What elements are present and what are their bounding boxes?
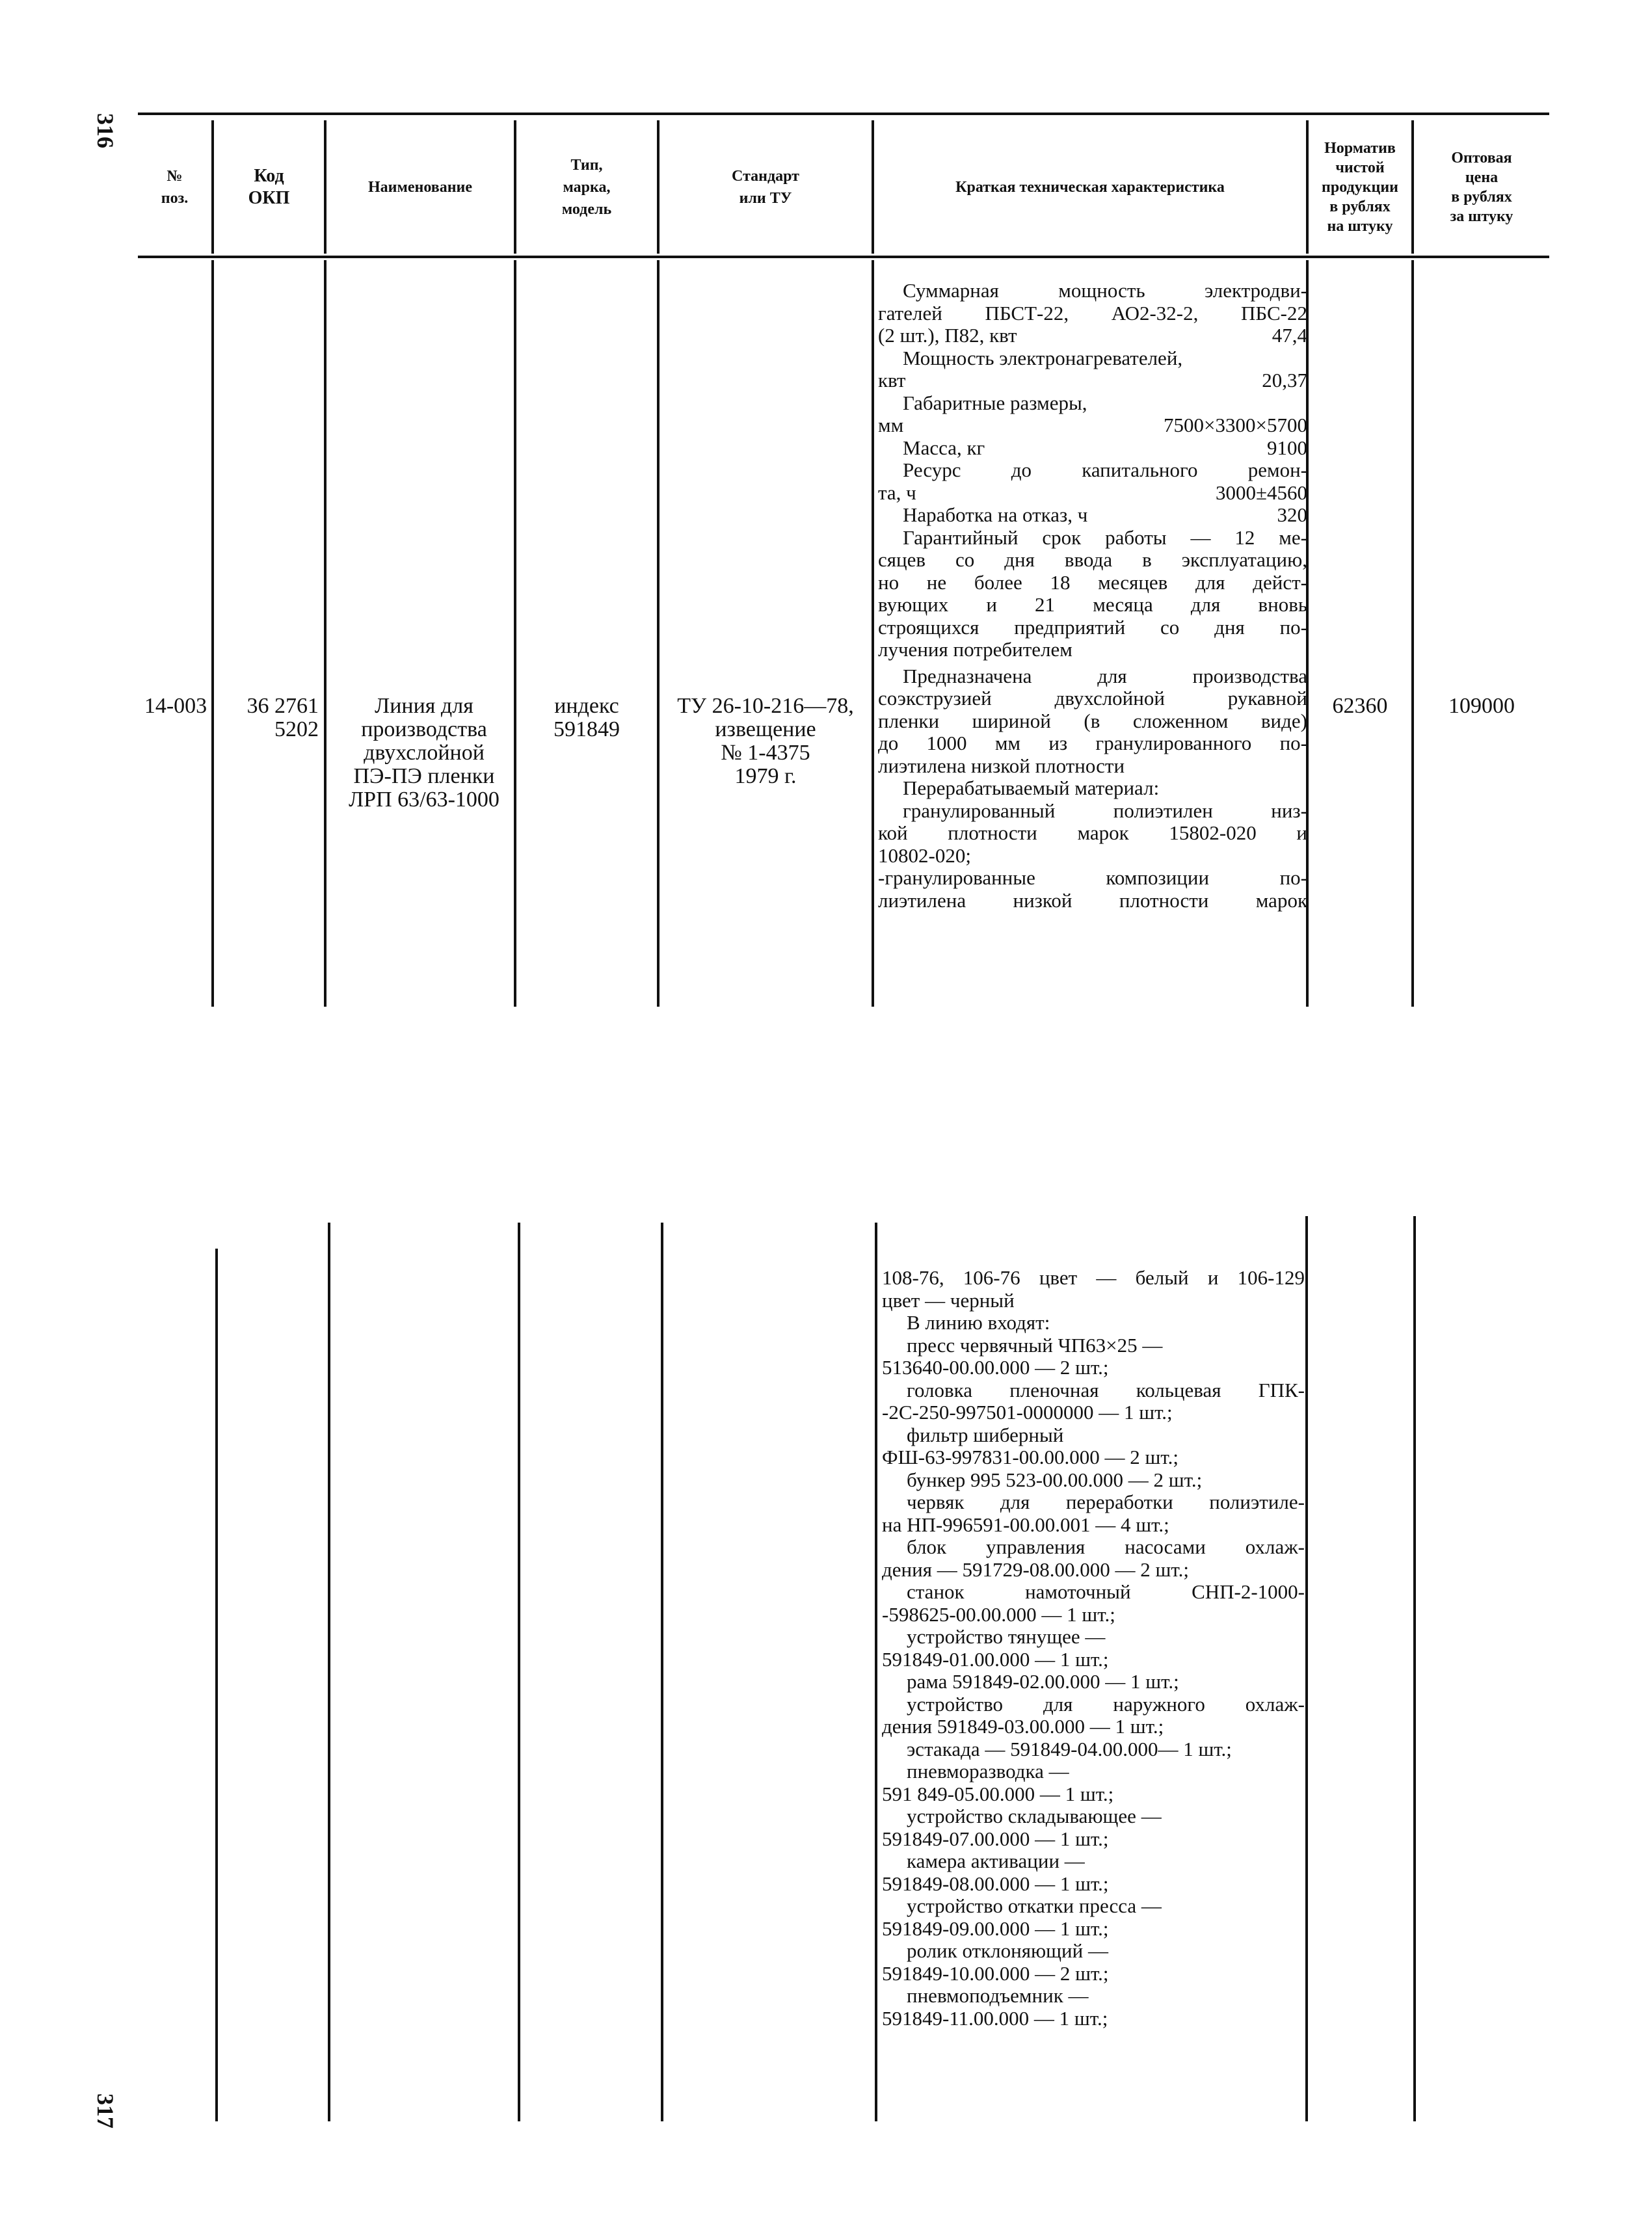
- tech-line: 591849-11.00.000 — 1 шт.;: [882, 2007, 1108, 2030]
- tech-label: Масса, кг: [903, 436, 985, 459]
- body-divider: [875, 1223, 877, 2121]
- tech-line: пневмоподъемник —: [907, 1985, 1089, 2007]
- tech-value: 7500×3300×5700: [1164, 414, 1307, 436]
- tech-line: лучения потребителем: [878, 639, 1072, 661]
- tech-value: 20,37: [1262, 369, 1307, 391]
- tech-line: 591849-08.00.000 — 1 шт.;: [882, 1872, 1109, 1895]
- tech-line: станок намоточный СНП-2-1000-: [907, 1581, 1305, 1603]
- row-standard-3: № 1-4375: [721, 741, 810, 765]
- row-norm: 62360: [1332, 694, 1388, 718]
- tech-spec-top: [878, 280, 1307, 912]
- tech-spec-bottom: [882, 1267, 1305, 2030]
- tech-line: устройство складывающее —: [907, 1805, 1162, 1827]
- tech-value: 320: [1277, 504, 1307, 526]
- tech-line: рама 591849-02.00.000 — 1 шт.;: [907, 1671, 1179, 1693]
- body-divider: [872, 260, 874, 1007]
- tech-line: эстакада — 591849-04.00.000— 1 шт.;: [907, 1738, 1232, 1760]
- tech-line: [878, 369, 1307, 392]
- tech-line: устройство откатки пресса —: [907, 1895, 1162, 1917]
- tech-line: пневморазводка —: [907, 1760, 1069, 1783]
- tech-line: [878, 437, 1307, 460]
- tech-line: [878, 504, 1307, 527]
- tech-line: Габаритные размеры,: [903, 391, 1087, 414]
- page-number-bottom: 317: [92, 2093, 118, 2129]
- tech-line: дения — 591729-08.00.000 — 2 шт.;: [882, 1558, 1189, 1581]
- tech-value: 3000±4560: [1215, 481, 1307, 504]
- tech-label: (2 шт.), П82, квт: [878, 325, 1017, 347]
- header-name: Наименование: [368, 178, 472, 196]
- tech-line: Перерабатываемый материал:: [903, 777, 1160, 799]
- body-divider: [1413, 1216, 1416, 2121]
- table-top-border: [138, 113, 1549, 115]
- tech-line: лиэтилена низкой плотности марок: [878, 889, 1307, 912]
- body-divider: [1305, 1216, 1308, 2121]
- tech-line: [878, 414, 1307, 437]
- tech-line: бункер 995 523-00.00.000 — 2 шт.;: [907, 1468, 1203, 1491]
- header-position: № поз.: [161, 167, 189, 207]
- body-divider: [211, 260, 214, 1007]
- row-okp-code-1: 36 2761: [246, 694, 319, 718]
- tech-line: 513640-00.00.000 — 2 шт.;: [882, 1357, 1109, 1379]
- tech-line: до 1000 мм из гранулированного по-: [878, 732, 1307, 754]
- tech-line: пленки шириной (в сложенном виде): [878, 710, 1307, 732]
- tech-line: лиэтилена низкой плотности: [878, 754, 1125, 777]
- tech-line: -598625-00.00.000 — 1 шт.;: [882, 1603, 1115, 1626]
- header-standard: Стандарт или ТУ: [732, 167, 799, 207]
- tech-line: пресс червячный ЧП63×25 —: [907, 1334, 1163, 1357]
- tech-line: на НП-996591-00.00.001 — 4 шт.;: [882, 1513, 1169, 1536]
- tech-line: головка пленочная кольцевая ГПК-: [907, 1379, 1305, 1401]
- row-okp-code-2: 5202: [274, 717, 319, 741]
- tech-line: цвет — черный: [882, 1289, 1015, 1312]
- tech-line: камера активации —: [907, 1850, 1085, 1872]
- header-bottom-border: [138, 256, 1549, 258]
- row-standard-4: 1979 г.: [734, 764, 797, 788]
- tech-line: Предназначена для производства: [903, 665, 1307, 687]
- tech-line: строящихся предприятий со дня по-: [878, 616, 1307, 639]
- tech-line: 591849-09.00.000 — 1 шт.;: [882, 1917, 1109, 1940]
- body-divider: [661, 1223, 663, 2121]
- body-divider: [324, 260, 326, 1007]
- tech-line: -гранулированные композиции по-: [878, 867, 1307, 889]
- tech-line: 108-76, 106-76 цвет — белый и 106-129: [882, 1267, 1305, 1289]
- header-okp-code: Код ОКП: [248, 165, 290, 208]
- tech-line: но не более 18 месяцев для дейст-: [878, 571, 1307, 594]
- row-type: индекс 591849: [553, 694, 620, 741]
- body-divider: [518, 1223, 520, 2121]
- tech-value: 47,4: [1272, 325, 1307, 347]
- row-standard-1: ТУ 26-10-216—78,: [677, 694, 854, 718]
- tech-label: Наработка на отказ, ч: [903, 504, 1088, 526]
- tech-label: квт: [878, 369, 906, 391]
- tech-line: 591849-01.00.000 — 1 шт.;: [882, 1648, 1109, 1671]
- body-divider: [1411, 260, 1414, 1007]
- tech-line: дения 591849-03.00.000 — 1 шт.;: [882, 1716, 1164, 1738]
- tech-line: гранулированный полиэтилен низ-: [903, 799, 1307, 822]
- tech-line: гателей ПБСТ-22, АО2-32-2, ПБС-22: [878, 302, 1307, 325]
- tech-line: сяцев со дня ввода в эксплуатацию,: [878, 549, 1307, 571]
- body-divider: [328, 1223, 330, 2121]
- tech-label: та, ч: [878, 481, 916, 504]
- tech-line: [878, 325, 1307, 347]
- tech-line: 591849-07.00.000 — 1 шт.;: [882, 1827, 1109, 1850]
- tech-line: кой плотности марок 15802-020 и: [878, 822, 1307, 844]
- tech-line: Гарантийный срок работы — 12 ме-: [903, 526, 1307, 549]
- tech-line: [878, 482, 1307, 505]
- header-tech-spec: Краткая техническая характеристика: [955, 178, 1225, 196]
- tech-line: В линию входят:: [907, 1312, 1050, 1334]
- row-position: 14-003: [144, 694, 207, 718]
- tech-label: мм: [878, 414, 904, 436]
- tech-line: Мощность электронагревателей,: [903, 347, 1183, 369]
- body-divider: [657, 260, 659, 1007]
- tech-line: Суммарная мощность электродви-: [903, 280, 1307, 302]
- header-type: Тип, марка, модель: [561, 156, 612, 218]
- tech-line: 591 849-05.00.000 — 1 шт.;: [882, 1783, 1114, 1805]
- tech-value: 9100: [1267, 436, 1307, 459]
- tech-line: блок управления насосами охлаж-: [907, 1536, 1305, 1558]
- tech-line: вующих и 21 месяца для вновь: [878, 594, 1307, 616]
- tech-line: соэкструзией двухслойной рукавной: [878, 687, 1307, 710]
- row-name: Линия для производства двухслойной ПЭ-ПЭ пленки ЛРП 63/63-1000: [349, 694, 500, 812]
- tech-line: червяк для переработки полиэтиле-: [907, 1491, 1305, 1513]
- tech-line: ФШ-63-997831-00.00.000 — 2 шт.;: [882, 1446, 1179, 1468]
- tech-line: 591849-10.00.000 — 2 шт.;: [882, 1962, 1109, 1985]
- body-divider: [514, 260, 516, 1007]
- tech-line: 10802-020;: [878, 844, 971, 867]
- tech-line: -2С-250-997501-0000000 — 1 шт.;: [882, 1401, 1173, 1424]
- tech-line: ролик отклоняющий —: [907, 1940, 1108, 1962]
- header-norm: Норматив чистой продукции в рублях на штуку: [1322, 139, 1398, 235]
- tech-line: устройство тянущее —: [907, 1626, 1106, 1648]
- row-wholesale-price: 109000: [1448, 694, 1515, 718]
- tech-line: фильтр шиберный: [907, 1424, 1064, 1446]
- tech-line: Ресурс до капитального ремон-: [903, 459, 1307, 481]
- page-number-top: 316: [92, 113, 118, 148]
- row-standard-2: извещение: [715, 717, 816, 741]
- tech-line: устройство для наружного охлаж-: [907, 1693, 1305, 1716]
- body-divider: [215, 1249, 218, 2121]
- header-wholesale-price: Оптовая цена в рублях за штуку: [1450, 149, 1513, 225]
